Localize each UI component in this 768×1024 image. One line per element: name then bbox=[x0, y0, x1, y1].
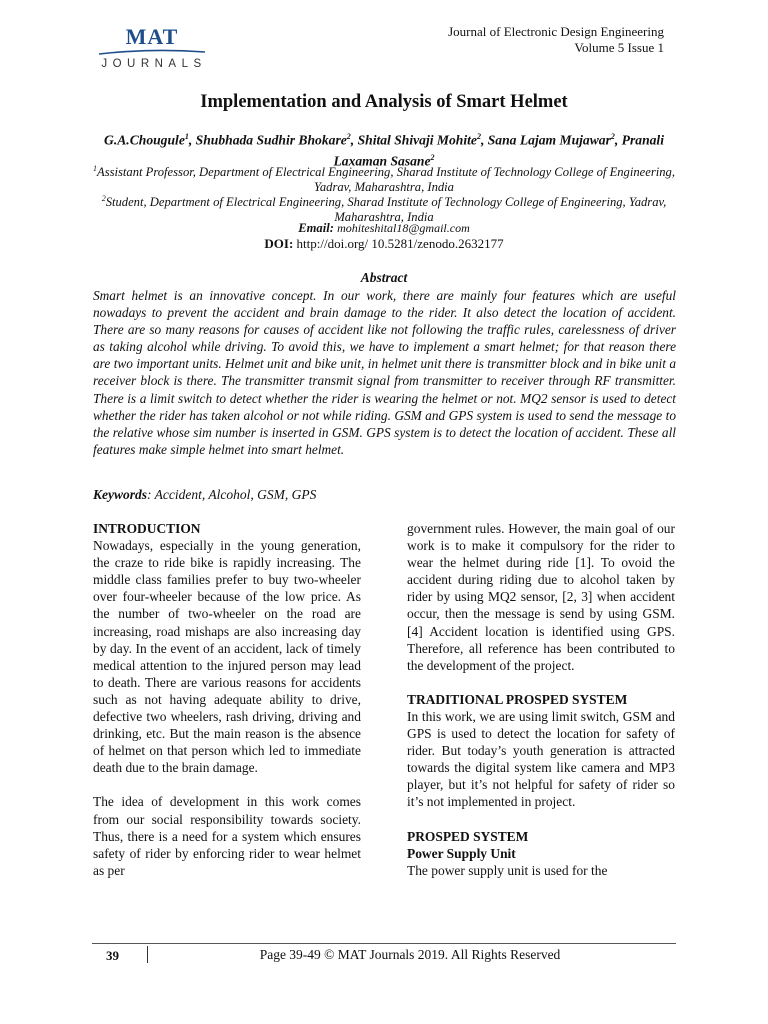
footer-divider bbox=[92, 943, 676, 944]
affiliation-text: Student, Department of Electrical Engineering, Sharad Institute of Technology College of Engineering, Yadrav, Maharashtra, India bbox=[105, 195, 667, 225]
body-paragraph: In this work, we are using limit switch, GSM and GPS is used to detect the location for safety of rider. But today’s youth generation is attracted towards the digital system like camera and MP3 player, but it’s not helpful for safety of rider so it’s not implemented in project. bbox=[407, 708, 675, 810]
author-separator: , bbox=[480, 132, 488, 148]
body-paragraph: government rules. However, the main goal of our work is to make it compulsory for the rider to wear the helmet during ride [1]. To ovoid the accident during riding due to alcohol taken by rider by using MQ2 sensor, [2, 3] when accident occur, then the message is send by using GSM. [4] Accident location is identified using GPS. Therefore, all reference has been contributed to the development of the project. bbox=[407, 521, 675, 673]
right-column bbox=[407, 520, 675, 879]
logo-swoosh-icon bbox=[97, 49, 207, 55]
author-affiliation-mark: 2 bbox=[476, 132, 481, 141]
body-paragraph: Nowadays, especially in the young generation, the craze to ride bike is rapidly increasing. The middle class families prefer to buy two-wheeler over four-wheeler because of the low price. As the number of two-wheeler on the road are increasing, road mishaps are also increasing day by day. In the event of an accident, lack of timely medical attention to the injured person may lead to death. There are various reasons for accidents such as not having adequate ability to drive, defective two wheelers, rash driving, driving and drinking, etc. But the main reason is the absence of helmet on that person which led to immediate death due to the brain damage. bbox=[93, 538, 361, 776]
author-name: Shital Shivaji Mohite bbox=[357, 132, 477, 148]
footer-copyright: Page 39-49 © MAT Journals 2019. All Rights Reserved bbox=[259, 947, 561, 962]
doi-label: DOI: bbox=[264, 236, 294, 251]
section-heading-traditional-system: TRADITIONAL PROSPED SYSTEM bbox=[407, 691, 628, 707]
author-name: Sana Lajam Mujawar bbox=[487, 132, 611, 148]
journal-name: Journal of Electronic Design Engineering bbox=[448, 24, 664, 39]
subsection-heading-power-supply: Power Supply Unit bbox=[407, 845, 516, 861]
author-name: G.A.Chougule bbox=[104, 132, 185, 148]
doi-link[interactable]: http://doi.org/ 10.5281/zenodo.2632177 bbox=[296, 236, 504, 251]
left-column bbox=[93, 520, 361, 879]
keywords-line bbox=[93, 487, 316, 503]
abstract-text: Smart helmet is an innovative concept. In our work, there are mainly four features which are useful nowadays to prevent the accident and brain damage to the rider. It also detect the location of accident. There are so many reasons for causes of accident like not following the traffic rules, carelessness of driver as taking alcohol while driving. To avoid this, we have to implement a smart helmet; for that reason there are two important units. Helmet unit and bike unit, in helmet unit there is transmitter block and in bike unit a receiver block is there. The transmitter transmit signal from transmitter to receiver through RF transmitter. There is a limit switch to detect whether the rider is wearing the helmet or not. MQ2 sensor is used to detect whether the rider has taken alcohol or not while riding. GSM and GPS system is used to send the message to the relative whose sim number is inserted in GSM. GPS system is to detect the location of accident. These all features make simple helmet into smart helmet. bbox=[93, 288, 676, 457]
logo-journals-text: JOURNALS bbox=[101, 58, 207, 70]
page-number: 39 bbox=[106, 948, 119, 963]
body-paragraph: The idea of development in this work comes from our social responsibility towards society. Thus, there is a need for a system which ensures safety of rider by enforcing rider to wear helmet as per bbox=[93, 794, 361, 878]
keywords-list: : Accident, Alcohol, GSM, GPS bbox=[147, 487, 317, 502]
abstract-heading: Abstract bbox=[360, 270, 408, 285]
paper-title: Implementation and Analysis of Smart Helmet bbox=[200, 92, 568, 112]
email-address[interactable]: mohiteshital18@gmail.com bbox=[337, 221, 470, 235]
journal-header bbox=[448, 24, 664, 56]
body-paragraph: The power supply unit is used for the bbox=[407, 862, 608, 878]
email-line bbox=[0, 221, 768, 236]
doi-line bbox=[0, 236, 768, 251]
author-separator: , bbox=[614, 132, 622, 148]
section-heading-introduction: INTRODUCTION bbox=[93, 521, 201, 536]
section-heading-prosped-system: PROSPED SYSTEM bbox=[407, 828, 529, 844]
author-affiliation-mark: 2 bbox=[430, 152, 435, 162]
author-separator: , bbox=[188, 132, 196, 148]
email-label: Email: bbox=[298, 221, 334, 235]
keywords-label: Keywords bbox=[93, 487, 147, 502]
author-name: Pranali Laxaman Sasane bbox=[333, 132, 664, 169]
author-name: Shubhada Sudhir Bhokare bbox=[195, 132, 347, 148]
affiliation-mark: 2 bbox=[101, 194, 106, 203]
author-affiliation-mark: 2 bbox=[346, 132, 351, 141]
logo-mat-text: MAT bbox=[125, 24, 179, 49]
author-affiliation-mark: 1 bbox=[184, 132, 189, 141]
footer-separator bbox=[147, 946, 148, 963]
author-affiliation-mark: 2 bbox=[610, 132, 615, 141]
author-separator: , bbox=[350, 132, 358, 148]
mat-journals-logo bbox=[96, 26, 208, 71]
affiliation-text: Assistant Professor, Department of Electrical Engineering, Sharad Institute of Technology College of Engineering, Yadrav, Maharashtra, India bbox=[97, 165, 675, 195]
affiliation-mark: 1 bbox=[93, 164, 97, 173]
journal-issue: Volume 5 Issue 1 bbox=[574, 40, 664, 55]
